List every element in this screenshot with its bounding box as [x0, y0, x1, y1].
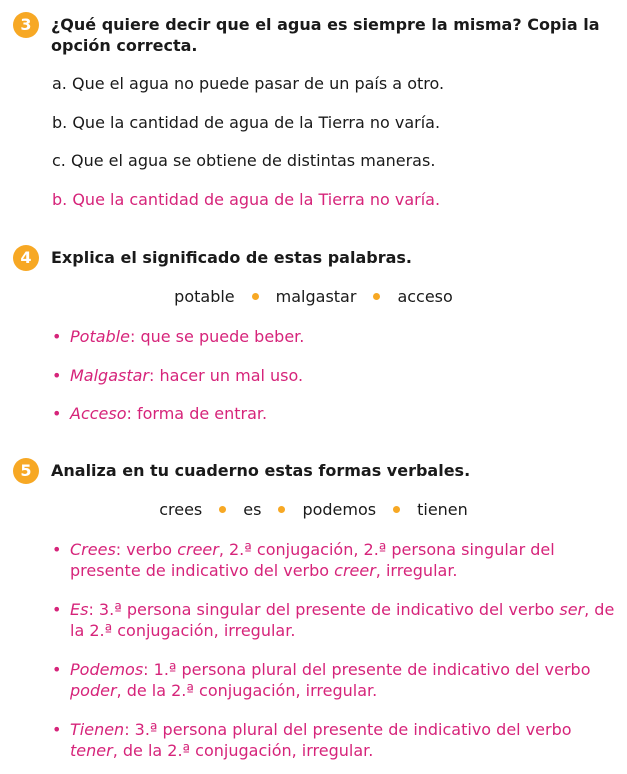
bullet-icon: •	[52, 600, 62, 619]
verb: tener	[70, 741, 113, 760]
answer-text: : 1.ª persona plural del presente de indicativo del verbo	[143, 660, 591, 679]
definition: : hacer un mal uso.	[149, 366, 304, 385]
answer-item	[50, 403, 619, 424]
answer-item	[50, 659, 619, 701]
answer-item	[50, 365, 619, 386]
bullet-dot-icon	[278, 506, 285, 513]
word-list	[0, 287, 627, 306]
term: Es	[70, 600, 89, 619]
word: acceso	[397, 287, 453, 306]
exercise-number-badge: 5	[13, 458, 39, 484]
verb: creer	[177, 540, 219, 559]
term: Tienen	[70, 720, 125, 739]
bullet-icon: •	[52, 327, 62, 346]
term: Crees	[70, 540, 116, 559]
term: Malgastar	[70, 366, 150, 385]
word: tienen	[417, 500, 468, 519]
bullet-icon: •	[52, 720, 62, 739]
exercise-number-badge: 4	[13, 245, 39, 271]
term: Acceso	[70, 404, 127, 423]
answer-item	[50, 539, 619, 581]
word: es	[243, 500, 262, 519]
answer-text: , de la 2.ª conjugación, irregular.	[112, 741, 374, 760]
exercise-4-question: Explica el significado de estas palabras.	[51, 248, 412, 267]
definition: : forma de entrar.	[126, 404, 268, 423]
answer-text: : 3.ª persona singular del presente de indicativo del verbo	[88, 600, 560, 619]
word: crees	[159, 500, 203, 519]
answer-item	[50, 599, 619, 641]
verb: ser	[559, 600, 585, 619]
option-c: c. Que el agua se obtiene de distintas maneras.	[52, 151, 436, 170]
word-list	[0, 500, 627, 519]
word: potable	[174, 287, 235, 306]
exercise-number-badge: 3	[13, 12, 39, 38]
answer-text: , 2.ª conjugación, 2.ª persona singular del presente de indicativo del verbo	[70, 540, 555, 580]
bullet-icon: •	[52, 660, 62, 679]
bullet-dot-icon	[373, 293, 380, 300]
answer-item	[50, 326, 619, 347]
answer-item	[50, 719, 619, 761]
option-b: b. Que la cantidad de agua de la Tierra no varía.	[52, 113, 441, 132]
exercise-3-answer: b. Que la cantidad de agua de la Tierra no varía.	[52, 190, 441, 209]
answer-text: , de la 2.ª conjugación, irregular.	[116, 681, 378, 700]
answer-text: , de la 2.ª conjugación, irregular.	[70, 600, 615, 640]
bullet-icon: •	[52, 366, 62, 385]
definition: : que se puede beber.	[129, 327, 305, 346]
exercise-3-question: ¿Qué quiere decir que el agua es siempre la misma? Copia la opción correcta.	[51, 15, 600, 55]
answer-text: : 3.ª persona plural del presente de indicativo del verbo	[124, 720, 572, 739]
option-a: a. Que el agua no puede pasar de un país a otro.	[52, 74, 445, 93]
answer-text: : verbo	[115, 540, 178, 559]
bullet-dot-icon	[393, 506, 400, 513]
verb: creer	[334, 561, 376, 580]
answer-text: , irregular.	[375, 561, 458, 580]
word: malgastar	[275, 287, 357, 306]
bullet-dot-icon	[252, 293, 259, 300]
term: Podemos	[70, 660, 144, 679]
bullet-icon: •	[52, 404, 62, 423]
bullet-icon: •	[52, 540, 62, 559]
verb: poder	[70, 681, 117, 700]
bullet-dot-icon	[219, 506, 226, 513]
word: podemos	[302, 500, 377, 519]
exercise-5-question: Analiza en tu cuaderno estas formas verbales.	[51, 461, 471, 480]
term: Potable	[70, 327, 130, 346]
